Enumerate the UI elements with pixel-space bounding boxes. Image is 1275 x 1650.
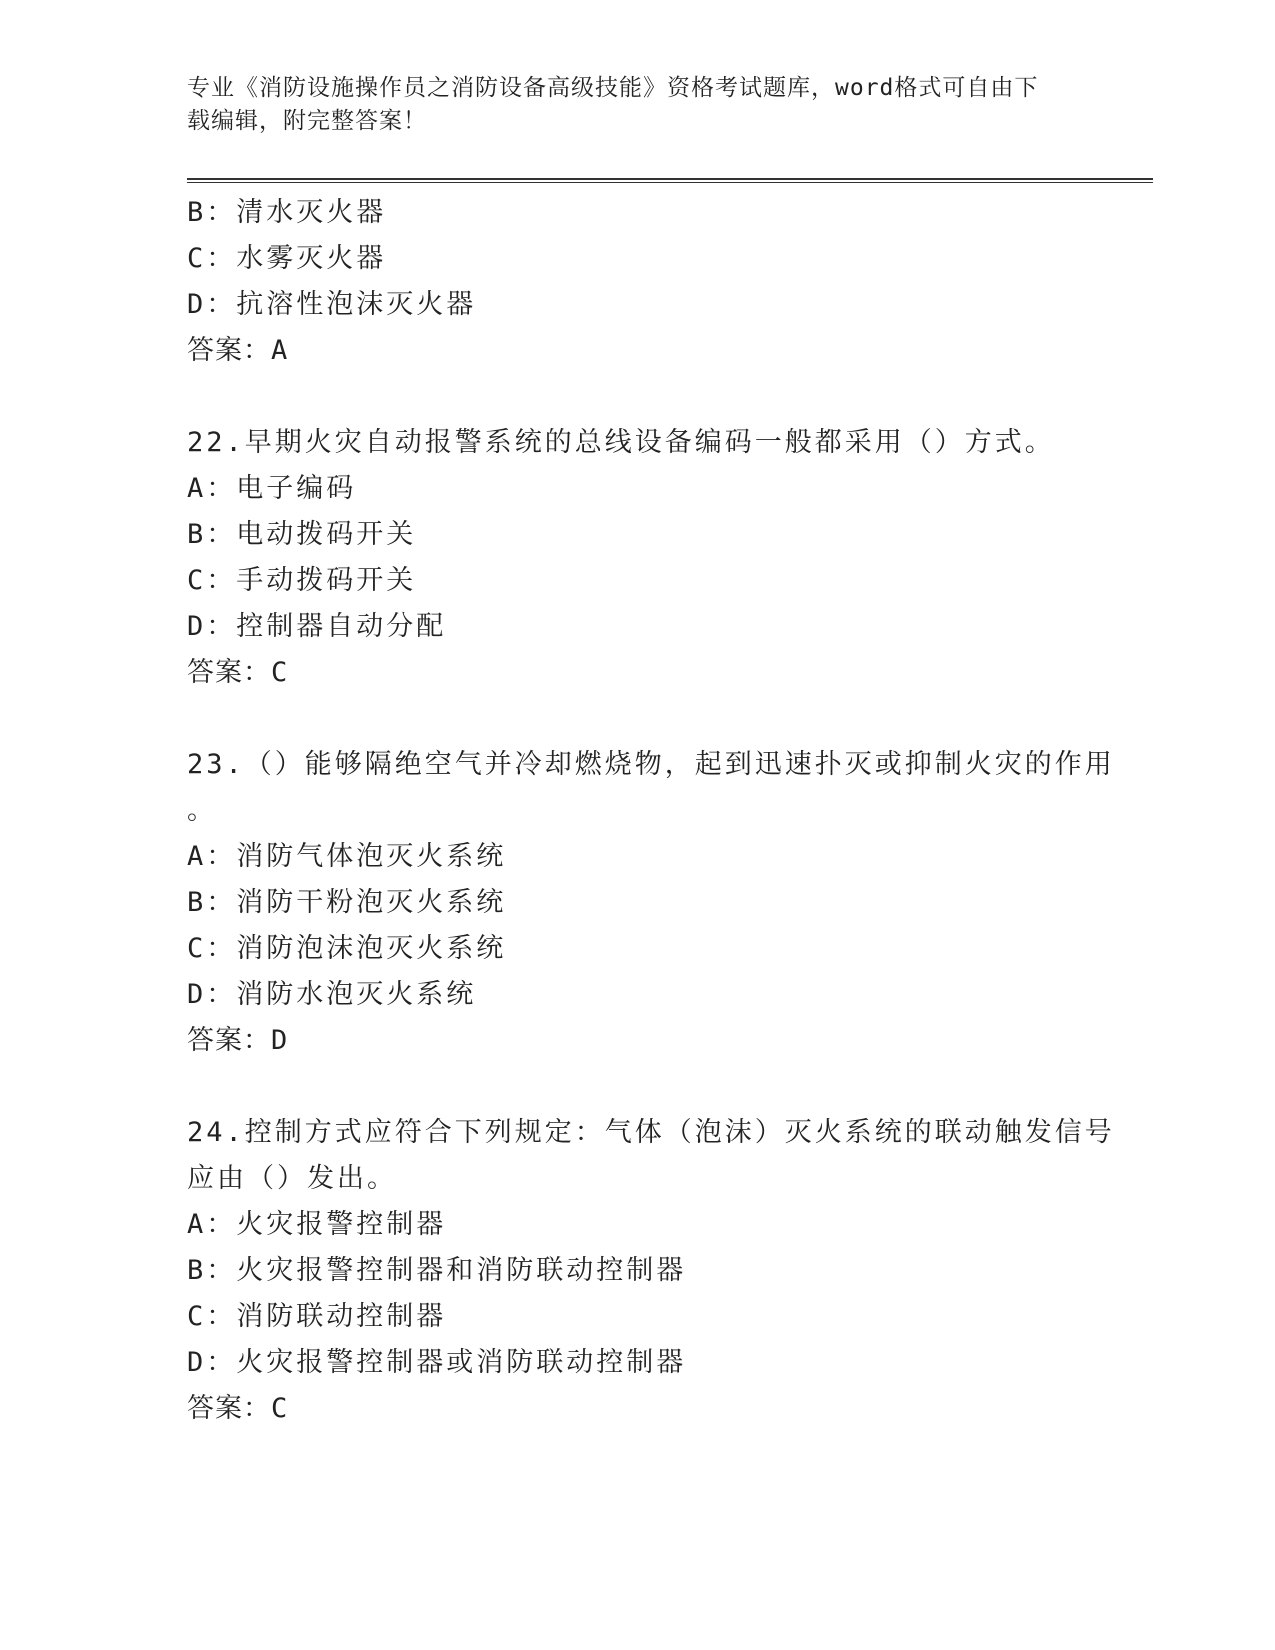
header-line-2: 载编辑，附完整答案！ — [187, 108, 427, 134]
answer-line — [187, 328, 1087, 374]
question-22 — [187, 420, 1087, 696]
question-list — [187, 190, 1115, 1432]
answer-label: 答案： — [187, 657, 271, 688]
spacer — [187, 696, 1087, 742]
option-d: D：控制器自动分配 — [187, 611, 447, 642]
question-stem-line-2: 。 — [187, 795, 217, 826]
option-a: A：消防气体泡灭火系统 — [187, 841, 507, 872]
option-b: B：清水灭火器 — [187, 197, 387, 228]
answer-value: C — [271, 1393, 289, 1424]
answer-value: C — [271, 657, 289, 688]
option-a: A：火灾报警控制器 — [187, 1209, 447, 1240]
option-c: C：手动拨码开关 — [187, 565, 417, 596]
option-a: A：电子编码 — [187, 473, 357, 504]
answer-line — [187, 650, 1087, 696]
option-d: D：火灾报警控制器或消防联动控制器 — [187, 1347, 687, 1378]
answer-label: 答案： — [187, 1025, 271, 1056]
answer-value: D — [271, 1025, 289, 1056]
header-divider — [187, 178, 1153, 183]
page-header — [187, 72, 1067, 138]
answer-value: A — [271, 335, 289, 366]
answer-line — [187, 1386, 1087, 1432]
answer-label: 答案： — [187, 335, 271, 366]
option-d: D：抗溶性泡沫灭火器 — [187, 289, 477, 320]
question-stem-line-1: 24.控制方式应符合下列规定：气体（泡沫）灭火系统的联动触发信号 — [187, 1117, 1115, 1148]
spacer — [187, 1064, 1087, 1110]
question-stem-line-1: 23.（）能够隔绝空气并冷却燃烧物，起到迅速扑灭或抑制火灾的作用 — [187, 749, 1115, 780]
question-stem-line-2: 应由（）发出。 — [187, 1163, 397, 1194]
option-c: C：消防泡沫泡灭火系统 — [187, 933, 507, 964]
option-c: C：消防联动控制器 — [187, 1301, 447, 1332]
question-23 — [187, 742, 1115, 1064]
question-stem: 22.早期火灾自动报警系统的总线设备编码一般都采用（）方式。 — [187, 427, 1055, 458]
answer-line — [187, 1018, 1087, 1064]
option-b: B：电动拨码开关 — [187, 519, 417, 550]
header-line-1: 专业《消防设施操作员之消防设备高级技能》资格考试题库，word格式可自由下 — [187, 75, 1039, 101]
question-24 — [187, 1110, 1115, 1432]
option-d: D：消防水泡灭火系统 — [187, 979, 477, 1010]
option-b: B：消防干粉泡灭火系统 — [187, 887, 507, 918]
option-c: C：水雾灭火器 — [187, 243, 387, 274]
option-b: B：火灾报警控制器和消防联动控制器 — [187, 1255, 687, 1286]
question-21 — [187, 190, 1087, 374]
answer-label: 答案： — [187, 1393, 271, 1424]
spacer — [187, 374, 1087, 420]
